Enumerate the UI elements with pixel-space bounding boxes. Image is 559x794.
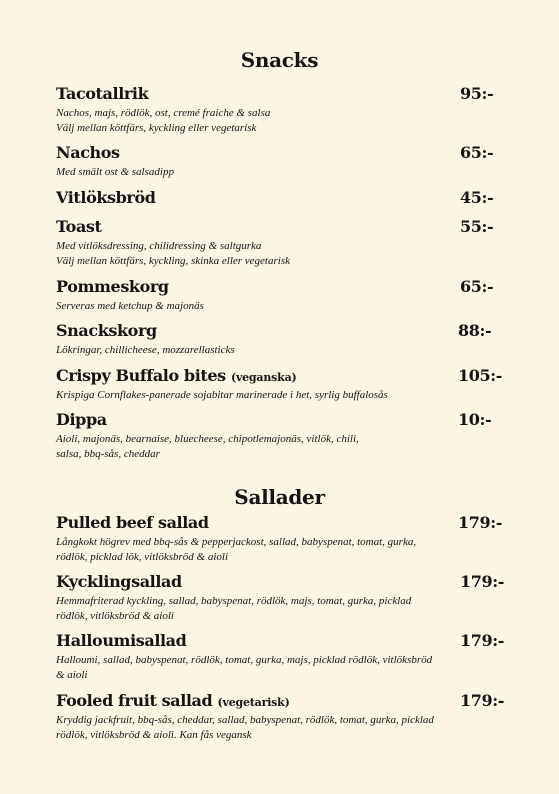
item-price: 55:- xyxy=(460,217,494,236)
item-description: Välj mellan köttfärs, kyckling, skinka eller vegetarisk xyxy=(56,255,290,267)
item-description: salsa, bbq-sås, cheddar xyxy=(56,448,160,460)
item-name-text: Crispy Buffalo bites xyxy=(56,366,226,385)
item-name: Halloumisallad xyxy=(56,631,187,650)
salads-heading: Sallader xyxy=(234,485,325,509)
snacks-heading: Snacks xyxy=(240,48,319,72)
item-description: & aioli xyxy=(56,669,88,681)
item-name: Dippa xyxy=(56,410,107,429)
item-description: Med smält ost & salsadipp xyxy=(56,166,174,178)
menu-item-snackskorg xyxy=(56,321,506,358)
item-price: 65:- xyxy=(460,143,494,162)
menu-item-vitloksbrod xyxy=(56,188,506,210)
item-name: Tacotallrik xyxy=(56,84,149,103)
item-description: Nachos, majs, rödlök, ost, cremé fraiche & salsa xyxy=(56,107,271,119)
item-price: 179:- xyxy=(458,513,502,532)
item-price: 88:- xyxy=(458,321,492,340)
item-tag: (vegetarisk) xyxy=(217,696,290,709)
menu-item-dippa xyxy=(56,410,506,462)
item-name-text: Fooled fruit sallad xyxy=(56,691,213,710)
item-name: Nachos xyxy=(56,143,120,162)
item-price: 45:- xyxy=(460,188,494,207)
item-description: Krispiga Cornflakes-panerade sojabitar marinerade i het, syrlig buffalosås xyxy=(56,389,388,401)
item-description: Kryddig jackfruit, bbq-sås, cheddar, sallad, babyspenat, rödlök, tomat, gurka, picklad xyxy=(56,714,434,726)
item-price: 179:- xyxy=(460,631,504,650)
item-tag: (veganska) xyxy=(230,371,297,384)
item-name: Snackskorg xyxy=(56,321,157,340)
menu-item-tacotallrik xyxy=(56,84,506,136)
item-name: Kycklingsallad xyxy=(56,572,182,591)
menu-item-pulled-beef-sallad xyxy=(56,513,506,565)
item-description: Välj mellan köttfärs, kyckling eller vegetarisk xyxy=(56,122,257,134)
item-description: Halloumi, sallad, babyspenat, rödlök, tomat, gurka, majs, picklad rödlök, vitlöksbröd xyxy=(56,654,433,666)
item-description: Långkokt högrev med bbq-sås & pepperjackost, sallad, babyspenat, tomat, gurka, xyxy=(56,536,417,548)
item-price: 179:- xyxy=(460,572,504,591)
menu-item-nachos xyxy=(56,143,506,180)
menu-item-fooled-fruit-sallad xyxy=(56,691,506,743)
menu-item-kycklingsallad xyxy=(56,572,506,624)
item-description: rödlök, vitlöksbröd & aioli. Kan fås vegansk xyxy=(56,729,252,741)
item-price: 10:- xyxy=(458,410,492,429)
item-name: Vitlöksbröd xyxy=(56,188,156,207)
menu-item-pommeskorg xyxy=(56,277,506,314)
item-price: 105:- xyxy=(458,366,502,385)
item-description: rödlök, picklad lök, vitlöksbröd & aioli xyxy=(56,551,229,563)
item-price: 65:- xyxy=(460,277,494,296)
item-description: Aioli, majonäs, bearnaise, bluecheese, chipotlemajonäs, vitlök, chili, xyxy=(56,433,359,445)
item-name: Toast xyxy=(56,217,102,236)
menu-item-halloumisallad xyxy=(56,631,506,683)
item-description: Lökringar, chillicheese, mozzarellasticks xyxy=(56,344,235,356)
menu-item-crispy-buffalo-bites xyxy=(56,366,506,403)
item-price: 95:- xyxy=(460,84,494,103)
menu-item-toast xyxy=(56,217,506,269)
item-description: rödlök, vitlöksbröd & aioli xyxy=(56,610,174,622)
item-description: Med vitlöksdressing, chilidressing & saltgurka xyxy=(56,240,262,252)
item-name: Pommeskorg xyxy=(56,277,169,296)
item-price: 179:- xyxy=(460,691,504,710)
item-name: Pulled beef sallad xyxy=(56,513,209,532)
item-name xyxy=(56,691,290,710)
item-description: Hemmafriterad kyckling, sallad, babyspenat, rödlök, majs, tomat, gurka, picklad xyxy=(56,595,412,607)
item-description: Serveras med ketchup & majonäs xyxy=(56,300,204,312)
item-name xyxy=(56,366,297,385)
